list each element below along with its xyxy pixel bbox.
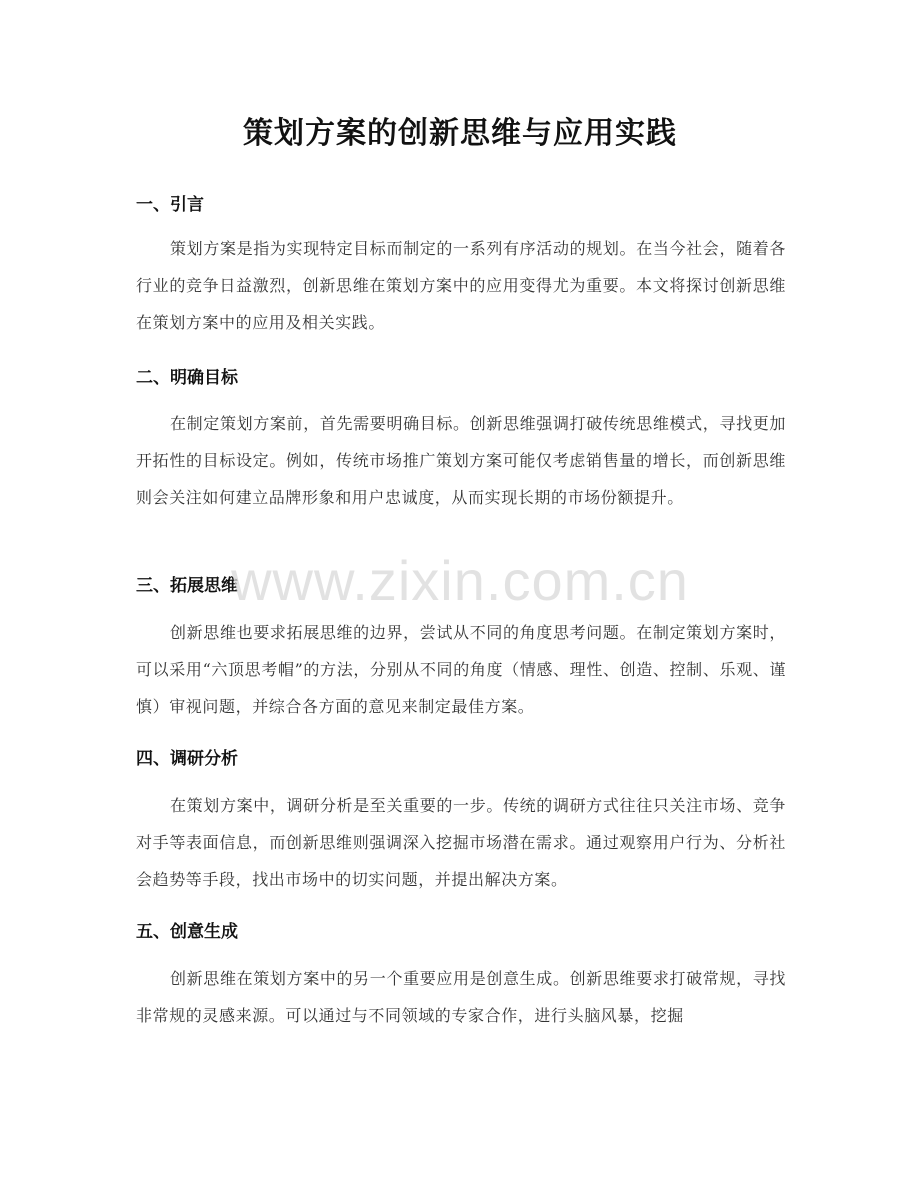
section-heading-clarify-goals: 二、明确目标 [136, 368, 238, 388]
document-title: 策划方案的创新思维与应用实践 [243, 116, 677, 151]
section-heading-research-analysis: 四、调研分析 [136, 749, 238, 769]
section-body-idea-generation: 创新思维在策划方案中的另一个重要应用是创意生成。创新思维要求打破常规，寻找非常规的灵感来源。可以通过与不同领域的专家合作，进行头脑风暴，挖掘 [136, 969, 786, 1025]
section-body-clarify-goals: 在制定策划方案前，首先需要明确目标。创新思维强调打破传统思维模式，寻找更加开拓性的目标设定。例如，传统市场推广策划方案可能仅考虑销售量的增长，而创新思维则会关注如何建立品牌形象和用户忠诚度，从而实现长期的市场份额提升。 [136, 414, 786, 507]
section-body-expand-thinking: 创新思维也要求拓展思维的边界，尝试从不同的角度思考问题。在制定策划方案时，可以采用“六顶思考帽”的方法，分别从不同的角度（情感、理性、创造、控制、乐观、谨慎）审视问题，并综合各方面的意见来制定最佳方案。 [136, 623, 786, 716]
section-body-introduction: 策划方案是指为实现特定目标而制定的一系列有序活动的规划。在当今社会，随着各行业的竞争日益激烈，创新思维在策划方案中的应用变得尤为重要。本文将探讨创新思维在策划方案中的应用及相关实践。 [136, 239, 786, 332]
section-body-research-analysis: 在策划方案中，调研分析是至关重要的一步。传统的调研方式往往只关注市场、竞争对手等表面信息，而创新思维则强调深入挖掘市场潜在需求。通过观察用户行为、分析社会趋势等手段，找出市场中的切实问题，并提出解决方案。 [136, 796, 786, 889]
section-heading-introduction: 一、引言 [136, 195, 204, 215]
watermark: www.zixin.com.cn [231, 549, 689, 612]
section-heading-idea-generation: 五、创意生成 [136, 922, 238, 942]
section-heading-expand-thinking: 三、拓展思维 [136, 576, 238, 596]
